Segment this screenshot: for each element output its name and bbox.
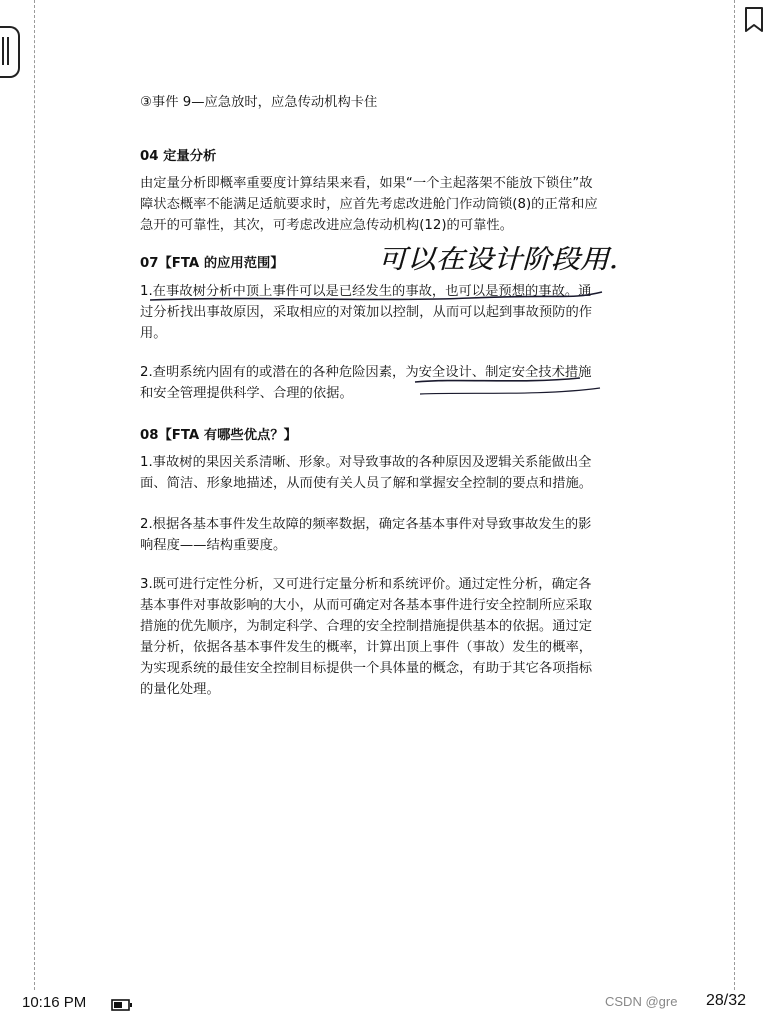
text-line: 急开的可靠性，其次，可考虑改进应急传动机构(12)的可靠性。 xyxy=(140,218,514,233)
section-heading xyxy=(140,146,630,167)
handle-bar xyxy=(2,37,4,65)
text-line: 用。 xyxy=(140,326,167,341)
paragraph xyxy=(140,362,630,404)
text-line: 和安全管理提供科学、合理的依据。 xyxy=(140,386,353,401)
paragraph xyxy=(140,574,630,700)
clock: 10:16 PM xyxy=(22,994,87,1011)
page-margin-left xyxy=(34,0,35,990)
text-line: 的量化处理。 xyxy=(140,682,220,697)
text-line: 2.根据各基本事件发生故障的频率数据，确定各基本事件对导致事故发生的影 xyxy=(140,517,592,532)
handwritten-note: 可以在设计阶段用. xyxy=(378,245,618,275)
text-line: 障状态概率不能满足适航要求时，应首先考虑改进舱门作动筒锁(8)的正常和应 xyxy=(140,197,598,212)
watermark: CSDN @gre xyxy=(605,994,678,1009)
page-margin-right xyxy=(734,0,735,990)
heading-text: 04 定量分析 xyxy=(140,149,217,164)
drawer-handle-icon[interactable] xyxy=(0,26,20,78)
list-item xyxy=(140,92,630,113)
text-line: 2.查明系统内固有的或潜在的各种危险因素，为安全设计、制定安全技术措施 xyxy=(140,365,592,380)
text-line: 响程度——结构重要度。 xyxy=(140,538,287,553)
text-line: 由定量分析即概率重要度计算结果来看，如果“一个主起落架不能放下锁住”故 xyxy=(140,176,593,191)
text-line: 量分析，依据各基本事件发生的概率，计算出顶上事件（事故）发生的概率， xyxy=(140,640,593,655)
status-bar xyxy=(0,990,768,1024)
text-line: 面、简洁、形象地描述，从而使有关人员了解和掌握安全控制的要点和措施。 xyxy=(140,476,593,491)
battery-icon xyxy=(111,999,133,1011)
text-line: 3.既可进行定性分析，又可进行定量分析和系统评价。通过定性分析，确定各 xyxy=(140,577,592,592)
paragraph xyxy=(140,514,630,556)
paragraph xyxy=(140,281,630,344)
section-heading xyxy=(140,425,630,446)
handle-bar xyxy=(7,37,9,65)
text-line: 措施的优先顺序，为制定科学、合理的安全控制措施提供基本的依据。通过定 xyxy=(140,619,593,634)
text-line: ③事件 9—应急放时，应急传动机构卡住 xyxy=(140,95,378,110)
page-indicator[interactable]: 28/32 xyxy=(706,992,747,1009)
bookmark-icon[interactable] xyxy=(742,6,766,34)
section-heading xyxy=(140,253,630,274)
text-line: 为实现系统的最佳安全控制目标提供一个具体量的概念，有助于其它各项指标 xyxy=(140,661,593,676)
text-line: 基本事件对事故影响的大小，从而可确定对各基本事件进行安全控制所应采取 xyxy=(140,598,593,613)
heading-text: 08【FTA 有哪些优点？】 xyxy=(140,428,297,443)
heading-text: 07【FTA 的应用范围】 xyxy=(140,256,284,271)
text-line: 过分析找出事故原因，采取相应的对策加以控制，从而可以起到事故预防的作 xyxy=(140,305,593,320)
paragraph xyxy=(140,452,630,494)
text-line: 1.在事故树分析中顶上事件可以是已经发生的事故，也可以是预想的事故。通 xyxy=(140,284,592,299)
text-line: 1.事故树的果因关系清晰、形象。对导致事故的各种原因及逻辑关系能做出全 xyxy=(140,455,592,470)
paragraph xyxy=(140,173,630,236)
